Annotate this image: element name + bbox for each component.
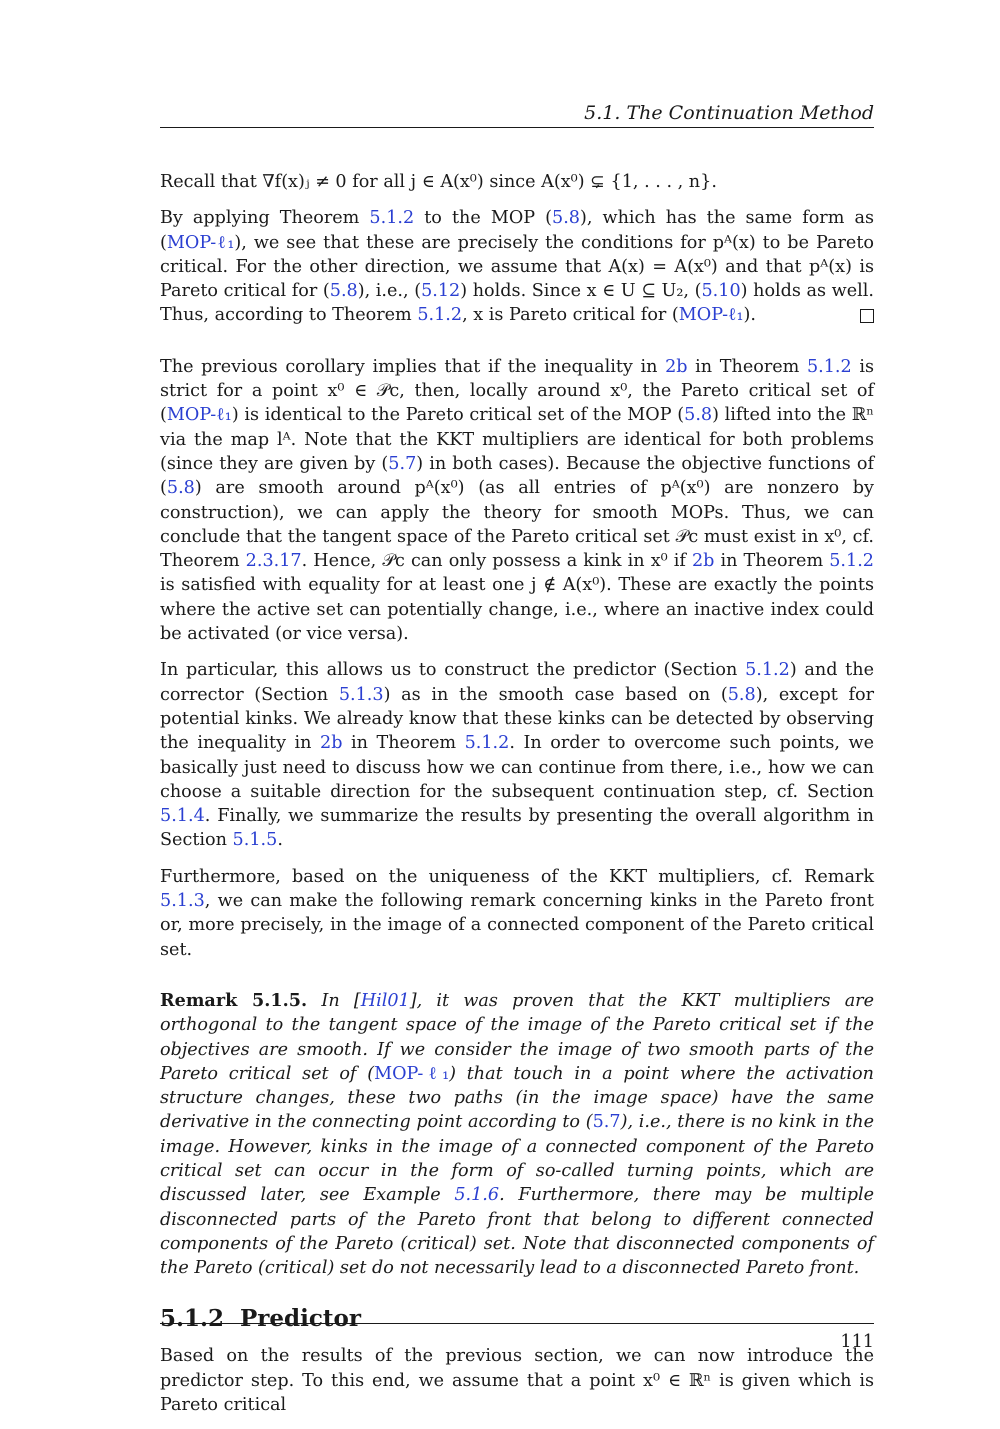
qed-box-icon [860, 309, 874, 323]
running-header: 5.1. The Continuation Method [584, 102, 874, 124]
example-link[interactable]: 5.1.6 [454, 1185, 500, 1206]
equation-link[interactable]: 5.7 [388, 453, 417, 474]
section-link[interactable]: 5.1.4 [160, 806, 205, 827]
paragraph-recall: Recall that ∇f(x)ⱼ ≠ 0 for all j ∈ A(x⁰) since A(x⁰) ⊊ {1, . . . , n}. [160, 172, 717, 192]
problem-link[interactable]: MOP-ℓ₁ [166, 405, 232, 426]
section-number: 5.1.2 [160, 1305, 225, 1333]
citation-link[interactable]: Hil01 [360, 990, 410, 1011]
theorem-link[interactable]: 5.1.2 [417, 305, 463, 326]
paragraph-corollary-implication: The previous corollary implies that if the inequality in 2b in Theorem 5.1.2 is strict for a point x⁰ ∈ 𝒫c, then, locally around x⁰, the Pareto critical set of (MOP-ℓ₁) is identical to the Pareto critical set of the MOP (5.8) lifted into the ℝⁿ via the map lᴬ. Note that the KKT multipliers are identical for both problems (since they are given by (5.7) in both cases). Because the objective functions of (5.8) are smooth around pᴬ(x⁰) (as all entries of pᴬ(x⁰) are nonzero by construction), we can apply the theory for smooth MOPs. Thus, we can conclude that the tangent space of the Pareto critical set 𝒫c must exist in x⁰, cf. Theorem 2.3.17. Hence, 𝒫c can only possess a kink in x⁰ if 2b in Theorem 5.1.2 is satisfied with equality for at least one j ∉ A(x⁰). These are exactly the points where the active set can potentially change, i.e., where an inactive index could be activated (or vice versa). [160, 356, 875, 645]
equation-link[interactable]: 5.7 [592, 1112, 621, 1133]
problem-link[interactable]: MOP-ℓ₁ [374, 1063, 450, 1084]
paragraph-furthermore: Furthermore, based on the uniqueness of the KKT multipliers, cf. Remark 5.1.3, we can make the following remark concerning kinks in the Pareto front or, more precisely, in the image of a connected component of the Pareto critical set. [160, 866, 874, 960]
paragraph-construction: In particular, this allows us to construct the predictor (Section 5.1.2) and the corrector (Section 5.1.3) as in the smooth case based on (5.8), except for potential kinks. We already know that these kinks can be detected by observing the inequality in 2b in Theorem 5.1.2. In order to overcome such points, we basically just need to discuss how we can continue from there, i.e., how we can choose a suitable direction for the subsequent continuation step, cf. Section 5.1.4. Finally, we summarize the results by presenting the overall algorithm in Section 5.1.5. [160, 660, 875, 851]
theorem-link[interactable]: 2.3.17 [245, 551, 302, 572]
equation-link[interactable]: 5.8 [552, 208, 580, 229]
problem-link[interactable]: MOP-ℓ₁ [678, 305, 744, 326]
condition-link[interactable]: 2b [691, 551, 715, 572]
equation-link[interactable]: 5.8 [329, 281, 358, 302]
condition-link[interactable]: 2b [320, 733, 343, 754]
equation-link[interactable]: 5.12 [421, 281, 461, 302]
condition-link[interactable]: 2b [665, 356, 688, 377]
theorem-link[interactable]: 5.1.2 [806, 356, 852, 377]
theorem-link[interactable]: 5.1.2 [369, 208, 415, 229]
footer-rule [160, 1323, 874, 1324]
header-rule [160, 127, 874, 128]
section-link[interactable]: 5.1.5 [232, 830, 278, 851]
section-link[interactable]: 5.1.3 [338, 684, 384, 705]
remark-label: Remark 5.1.5. [160, 989, 308, 1011]
remark-text: In [Hil01], it was proven that the KKT multipliers are orthogonal to the tangent space of the image of the Pareto critical set if the objectives are smooth. If we consider the image of two smooth parts of the Pareto critical set of (MOP-ℓ₁) that touch in a point where the activation structure changes, these two paths (in the image space) have the same derivative in the connecting point according to (5.7), i.e., there is no kink in the image. However, kinks in the image of a connected component of the Pareto critical set can occur in the form of so-called turning points, which are discussed later, see Example 5.1.6. Furthermore, there may be multiple disconnected parts of the Pareto front that belong to different connected components of the Pareto (critical) set. Note that disconnected components of the Pareto (critical) set do not necessarily lead to a disconnected Pareto front. [160, 990, 875, 1279]
paragraph-predictor-intro: Based on the results of the previous section, we can now introduce the predictor step. To this end, we assume that a point x⁰ ∈ ℝⁿ is given which is Pareto critical [160, 1346, 874, 1416]
problem-link[interactable]: MOP-ℓ₁ [166, 232, 235, 253]
theorem-link[interactable]: 5.1.2 [464, 733, 510, 754]
equation-link[interactable]: 5.8 [166, 478, 195, 499]
equation-link[interactable]: 5.8 [727, 684, 756, 705]
equation-link[interactable]: 5.10 [701, 281, 741, 302]
paragraph-proof-end: By applying Theorem 5.1.2 to the MOP (5.8), which has the same form as (MOP-ℓ₁), we see that these are precisely the conditions for pᴬ(x) to be Pareto critical. For the other direction, we assume that A(x) = A(x⁰) and that pᴬ(x) is Pareto critical for (5.8), i.e., (5.12) holds. Since x ∈ U ⊆ U₂, (5.10) holds as well. Thus, according to Theorem 5.1.2, x is Pareto critical for (MOP-ℓ₁). [160, 208, 874, 326]
page-body [160, 170, 874, 1429]
remark-link[interactable]: 5.1.3 [160, 891, 205, 912]
remark-block [160, 989, 874, 1281]
section-title: Predictor [240, 1305, 361, 1333]
section-link[interactable]: 5.1.2 [745, 660, 790, 681]
theorem-link[interactable]: 5.1.2 [829, 551, 874, 572]
page-number: 111 [840, 1332, 874, 1352]
equation-link[interactable]: 5.8 [684, 405, 713, 426]
